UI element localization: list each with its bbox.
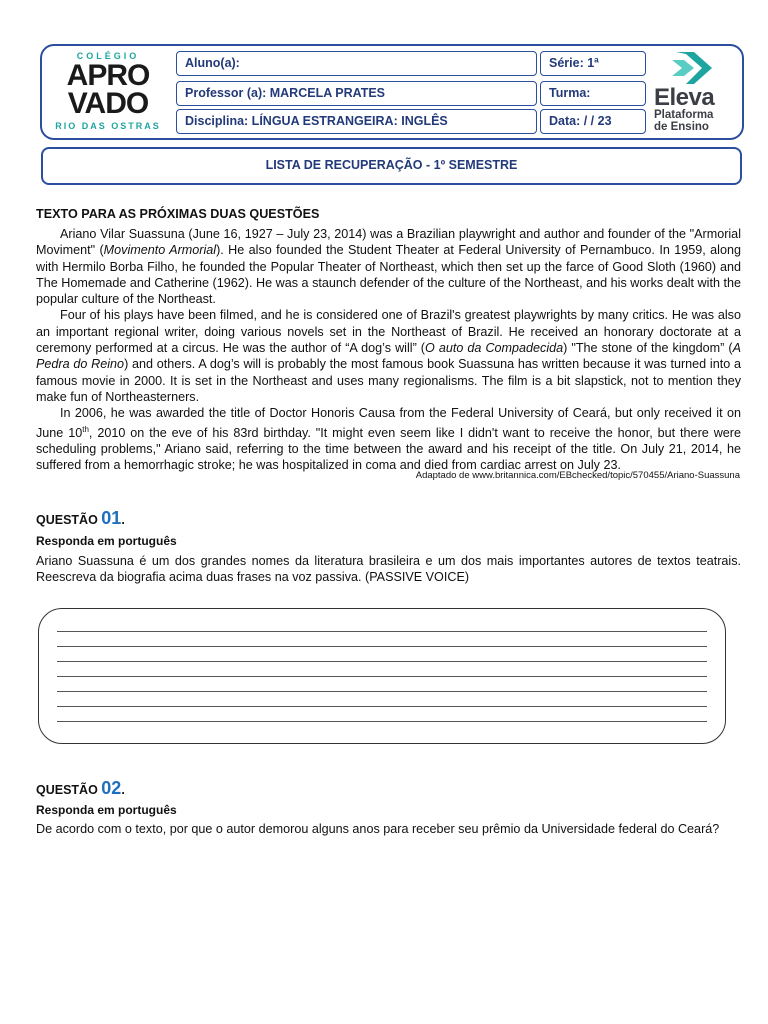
eleva-subtitle-line1: Plataforma xyxy=(654,109,714,121)
date-field[interactable]: Data: / / 23 xyxy=(540,109,646,134)
question-1-title: QUESTÃO 01. xyxy=(36,508,125,528)
question-1-number: 01 xyxy=(101,508,122,528)
school-logo xyxy=(52,50,164,138)
eleva-brand-subtitle xyxy=(654,109,713,133)
logo-word-line1: APRO xyxy=(66,59,150,92)
answer-line[interactable] xyxy=(57,631,707,632)
logo-school-label: COLÉGIO xyxy=(76,51,140,61)
logo-city-label: RIO DAS OSTRAS xyxy=(55,121,161,131)
eleva-arrow-icon xyxy=(672,50,718,86)
question-2-prompt: De acordo com o texto, por que o autor demorou alguns anos para receber seu prêmio da Universidade federal do Ceará? xyxy=(36,822,720,836)
question-1-instruction: Responda em português xyxy=(36,534,177,548)
answer-line[interactable] xyxy=(57,676,707,677)
question-2-title: QUESTÃO 02. xyxy=(36,778,125,798)
eleva-subtitle-line2: de Ensino xyxy=(654,121,709,133)
answer-line[interactable] xyxy=(57,661,707,662)
question-2-instruction: Responda em português xyxy=(36,803,177,817)
answer-line[interactable] xyxy=(57,706,707,707)
question-2-number: 02 xyxy=(101,778,122,798)
answer-box[interactable] xyxy=(38,608,726,744)
answer-line[interactable] xyxy=(57,721,707,722)
logo-word-line2: VADO xyxy=(67,87,149,120)
reading-text xyxy=(36,226,741,474)
question-1-prompt: Ariano Suassuna é um dos grandes nomes da literatura brasileira e um dos mais importantes autores de textos teatrais. Reescreva da biografia acima duas frases na voz passiva. (PASSIVE VOICE) xyxy=(36,554,741,585)
source-citation: Adaptado de www.britannica.com/EBchecked/topic/570455/Ariano-Suassuna xyxy=(415,470,740,481)
class-field[interactable]: Turma: xyxy=(540,81,646,106)
eleva-brand-name: Eleva xyxy=(654,84,715,111)
answer-line[interactable] xyxy=(57,646,707,647)
grade-field: Série: 1ª xyxy=(540,51,646,76)
subject-field: Disciplina: LÍNGUA ESTRANGEIRA: INGLÊS xyxy=(176,109,537,134)
student-name-field[interactable]: Aluno(a): xyxy=(176,51,537,76)
reading-paragraph-2: Four of his plays have been filmed, and he is considered one of Brazil's greatest playwrights by many critics. He was also an important regional writer, doing various novels set in the Northeast of Brazil. He received an honorary doctorate at a ceremony performed at a circus. He was the author of “A dog’s will” (O auto da Compadecida) "The stone of the kingdom” (A Pedra do Reino) and others. A dog’s will is probably the most famous book Suassuna has written because it was turned into a famous movie in 2000. It is set in the Northeast and uses many regionalisms. The film is a bit slapstick, not to mention they make fun of Northeasterners. xyxy=(36,308,741,404)
reading-heading: TEXTO PARA AS PRÓXIMAS DUAS QUESTÕES xyxy=(36,207,320,221)
teacher-field: Professor (a): MARCELA PRATES xyxy=(176,81,537,106)
reading-paragraph-1: Ariano Vilar Suassuna (June 16, 1927 – July 23, 2014) was a Brazilian playwright and author and founder of the "Armorial Moviment" (Movimento Armorial). He also founded the Student Theater at Federal University of Pernambuco. In 1959, along with Hermilo Borba Filho, he founded the Popular Theater of Northeast, which then set up the farce of Good Sloth (1960) and The Homemade and Catherine (1962). He was a staunch defender of the culture of the Northeast, and his works dealt with the popular culture of the Northeast. xyxy=(36,227,741,307)
eleva-logo xyxy=(650,50,740,138)
reading-paragraph-3: In 2006, he was awarded the title of Doctor Honoris Causa from the Federal University of Ceará, but only received it on June 10th, 2010 on the eve of his 83rd birthday. "It might even seem like I didn't want to receive the honor, but there were scheduling problems," Ariano said, referring to the time between the award and his receipt of the title. On July 21, 2014, he suffered from a hemorrhagic stroke; he was hospitalized in coma and died from cardiac arrest on July 23. xyxy=(36,406,741,473)
list-title: LISTA DE RECUPERAÇÃO - 1º SEMESTRE xyxy=(41,147,742,185)
answer-line[interactable] xyxy=(57,691,707,692)
